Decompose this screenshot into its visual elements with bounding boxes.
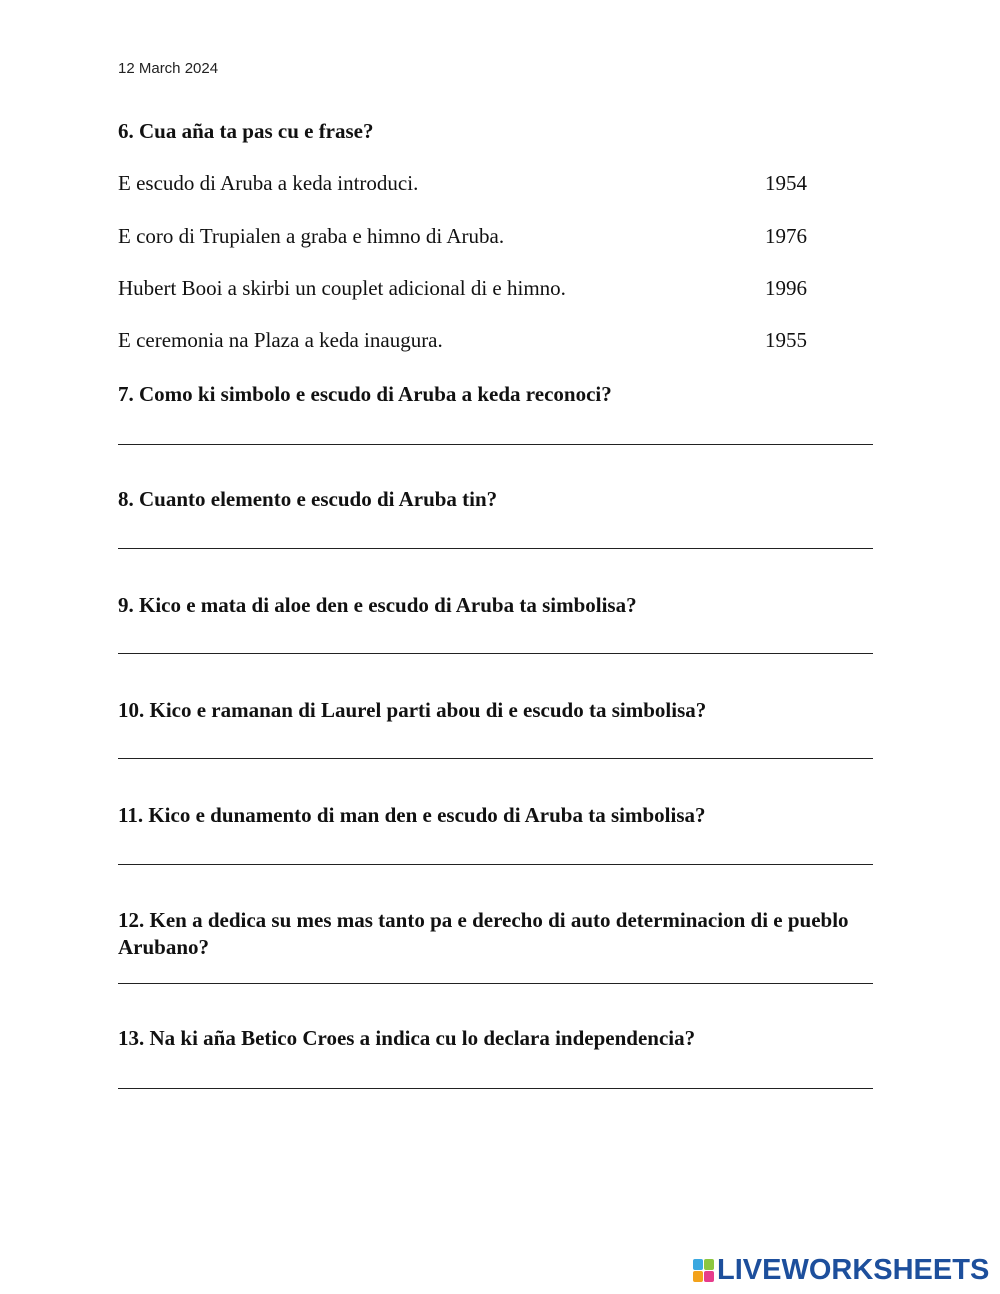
q6-sentence: E coro di Trupialen a graba e himno di Aruba.: [118, 224, 505, 248]
q6-sentence: E ceremonia na Plaza a keda inaugura.: [118, 328, 443, 352]
brand-name: LIVEWORKSHEETS: [717, 1254, 990, 1286]
q6-sentence: E escudo di Aruba a keda introduci.: [118, 171, 419, 195]
answer-8-input[interactable]: [118, 522, 873, 549]
answer-9-input[interactable]: [118, 627, 873, 654]
answer-12-input[interactable]: [118, 957, 873, 984]
logo-tile: [693, 1259, 703, 1270]
answer-7-input[interactable]: [118, 418, 873, 445]
q6-year-input[interactable]: [765, 170, 835, 197]
question-10: 10. Kico e ramanan di Laurel parti abou di e escudo ta simbolisa?: [118, 698, 707, 722]
logo-tile: [693, 1271, 703, 1282]
q6-year-input[interactable]: [765, 327, 835, 354]
answer-13-input[interactable]: [118, 1062, 873, 1089]
question-12: 12. Ken a dedica su mes mas tanto pa e derecho di auto determinacion di e pueblo Arubano?: [118, 908, 849, 959]
liveworksheets-logo-icon: [693, 1259, 714, 1282]
question-9: 9. Kico e mata di aloe den e escudo di Aruba ta simbolisa?: [118, 593, 637, 617]
question-8: 8. Cuanto elemento e escudo di Aruba tin?: [118, 487, 498, 511]
question-7: 7. Como ki simbolo e escudo di Aruba a keda reconoci?: [118, 382, 612, 406]
question-11: 11. Kico e dunamento di man den e escudo di Aruba ta simbolisa?: [118, 803, 706, 827]
liveworksheets-logo: [693, 1253, 989, 1287]
q6-year-input[interactable]: [765, 223, 835, 250]
question-13: 13. Na ki aña Betico Croes a indica cu lo declara independencia?: [118, 1026, 696, 1050]
q6-sentence: Hubert Booi a skirbi un couplet adicional di e himno.: [118, 276, 566, 300]
logo-tile: [704, 1271, 714, 1282]
answer-10-input[interactable]: [118, 732, 873, 759]
document-date: 12 March 2024: [118, 60, 219, 77]
question-6-title: 6. Cua aña ta pas cu e frase?: [118, 119, 374, 143]
answer-11-input[interactable]: [118, 838, 873, 865]
logo-tile: [704, 1259, 714, 1270]
q6-year-input[interactable]: [765, 275, 835, 302]
